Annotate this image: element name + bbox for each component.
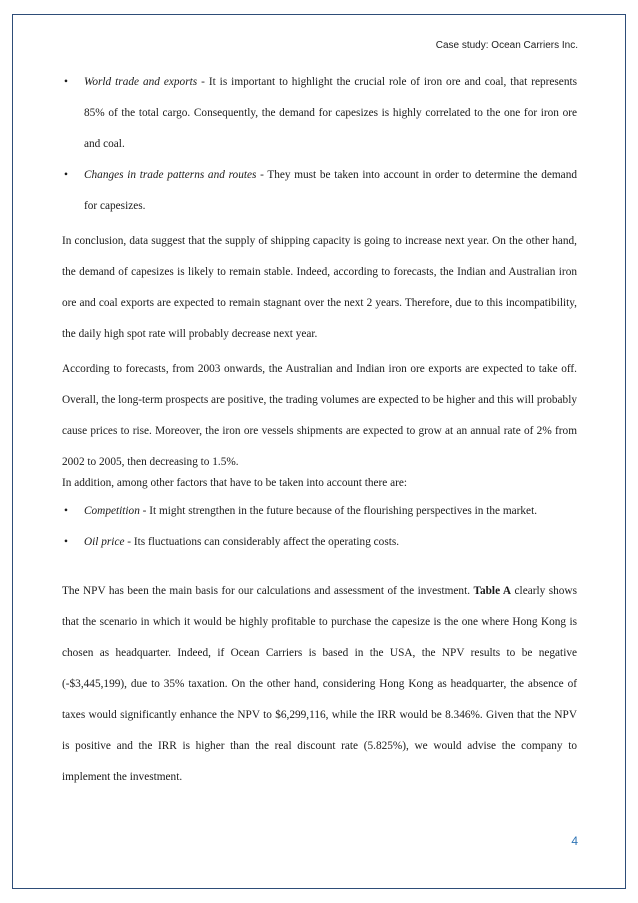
bullet-text: Its fluctuations can considerably affect the operating costs.	[133, 536, 400, 548]
bullet-world-trade: • World trade and exports - It is important to highlight the crucial role of iron ore and coal, that represents 85% of the total cargo. Consequently, the demand for capesizes is highly correlated to the one for iron ore and coal.	[62, 67, 577, 160]
bullet-term: World trade and exports	[84, 76, 198, 88]
bullet-term: Oil price	[84, 536, 125, 548]
bullet-icon: •	[64, 76, 68, 88]
document-body	[62, 67, 577, 793]
paragraph-forecasts: According to forecasts, from 2003 onwards, the Australian and Indian iron ore exports are expected to take off. Overall, the long-term prospects are positive, the trading volumes are expected to be higher and this will probably cause prices to rise. Moreover, the iron ore vessels shipments are expected to grow at an annual rate of 2% from 2002 to 2005, then decreasing to 1.5%.	[62, 363, 577, 468]
paragraph-npv: The NPV has been the main basis for our calculations and assessment of the investment. Table A clearly shows that the scenario in which it would be highly profitable to purchase the capesize is the one where Hong Kong is chosen as headquarter. Indeed, if Ocean Carriers is based in the USA, the NPV results to be negative (-$3,445,199), due to 35% taxation. On the other hand, considering Hong Kong as headquarter, the absence of taxes would significantly enhance the NPV to $6,299,116, while the IRR would be 8.346%. Given that the NPV is positive and the IRR is higher than the real discount rate (5.825%), we would advise the company to implement the investment.	[62, 585, 577, 783]
bullet-icon: •	[64, 536, 68, 548]
page-header: Case study: Ocean Carriers Inc.	[435, 40, 578, 51]
bullet-text: It might strengthen in the future because of the flourishing perspectives in the market.	[149, 505, 538, 517]
bullet-icon: •	[64, 505, 68, 517]
paragraph-conclusion: In conclusion, data suggest that the supply of shipping capacity is going to increase next year. On the other hand, the demand of capesizes is likely to remain stable. Indeed, according to forecasts, the Indian and Australian iron ore and coal exports are expected to remain stagnant over the next 2 years. Therefore, due to this incompatibility, the daily high spot rate will probably decrease next year.	[62, 235, 577, 340]
table-reference: Table A	[473, 585, 512, 597]
bullet-text: It is important to highlight the crucial role of iron ore and coal, that represents 85% of the total cargo. Consequently, the demand for capesizes is highly correlated to the one for iron ore and coal.	[84, 76, 577, 150]
bullet-icon: •	[64, 169, 68, 181]
bullet-oil-price: • Oil price - Its fluctuations can considerably affect the operating costs.	[62, 527, 577, 558]
bullet-trade-patterns: • Changes in trade patterns and routes - They must be taken into account in order to determine the demand for capesizes.	[62, 160, 577, 222]
bullet-competition: • Competition - It might strengthen in the future because of the flourishing perspectives in the market.	[62, 496, 577, 527]
bullet-term: Changes in trade patterns and routes	[84, 169, 257, 181]
paragraph-addition: In addition, among other factors that have to be taken into account there are:	[62, 477, 408, 489]
bullet-term: Competition	[84, 505, 140, 517]
page-number: 4	[571, 834, 578, 848]
bullet-text: They must be taken into account in order to determine the demand for capesizes.	[84, 169, 577, 212]
